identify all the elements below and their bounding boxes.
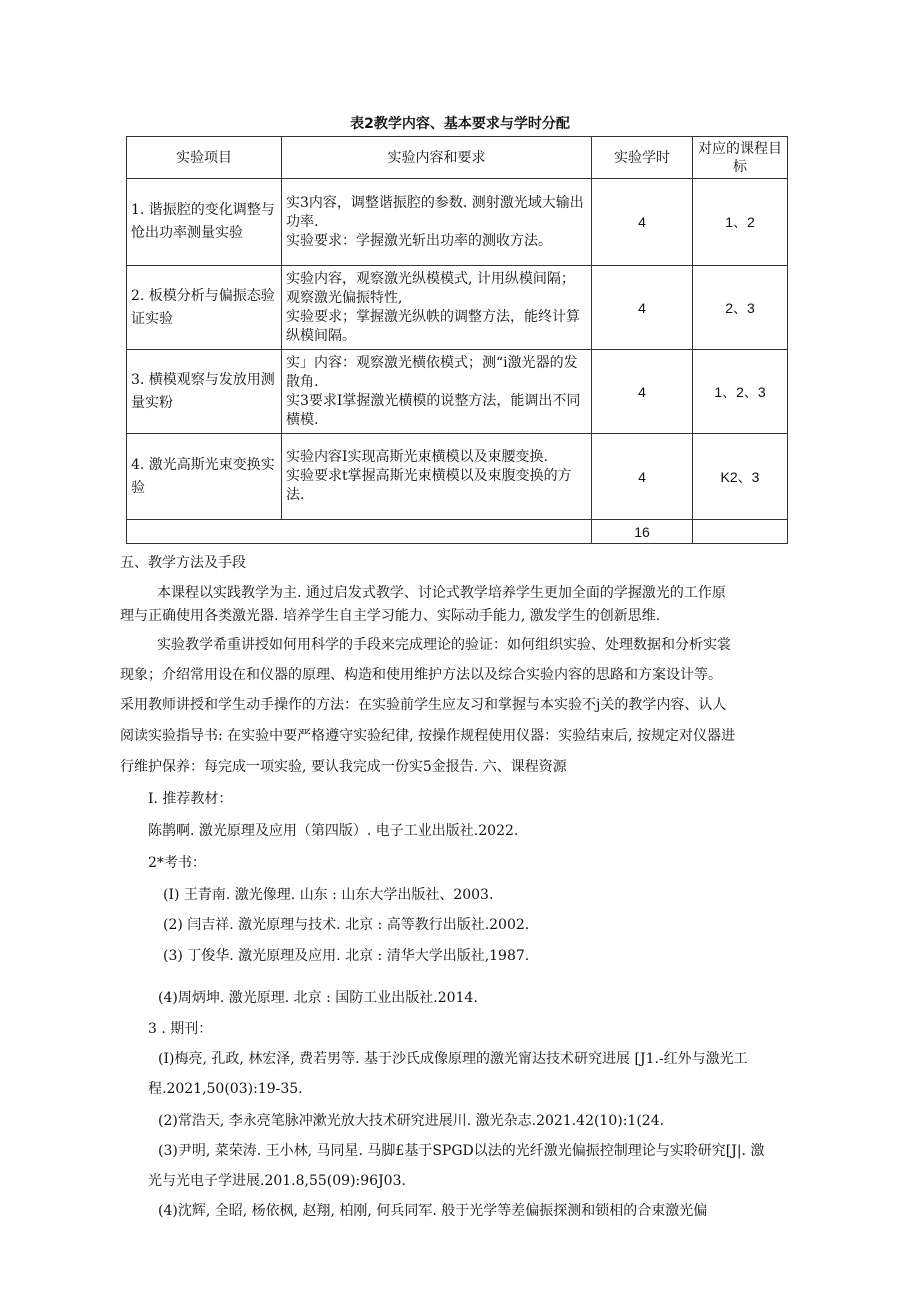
journal-item-line: 光与光电子学进展.201.8,55(09):96J03.	[148, 1173, 406, 1189]
cell-hours: 4	[592, 350, 693, 434]
header-objective: 对应的课程目标	[693, 137, 788, 179]
para2-line: 采用教师讲授和学生动手操作的方法：在实验前学生应友习和掌握与本实验不j关的教学内容、认人	[120, 697, 727, 713]
journals-label: 3 . 期刊：	[148, 1021, 213, 1037]
para2-line: 现象；介绍常用设在和仪器的原理、构造和使用维护方法以及综合实验内容的思路和方案设计等。	[120, 667, 722, 683]
cell-project: 2. 板模分析与偏振态验证实验	[127, 266, 282, 350]
table-caption: 表2教学内容、基本要求与学时分配	[350, 116, 570, 132]
journal-item-line: (I)梅亮, 孔政, 林宏泽, 费若男等. 基于沙氏成像原理的激光甯达技术研究进展 [J1.-红外与激光工	[158, 1051, 748, 1067]
cell-content: 实验内容，观察激光纵模模式, 计用纵模间隔；观察激光偏振特性, 实验要求；掌握激光纵帙的调整方法，能终计算纵模间隔。	[282, 266, 592, 350]
cell-content: 实验内容I实现高斯光束横模以及束腰变换. 实验要求t掌握高斯光束横模以及束腹变换的方法.	[282, 434, 592, 520]
cell-content: 实」内容：观察激光横依模式；测“i激光器的发散角. 实3要求I掌握激光横模的说整方法，能调出不同横模.	[282, 350, 592, 434]
journal-item-line: (3)尹明, 菜荣涛. 王小林, 马同星. 马脚£基于SPGD以法的光纤激光偏振控制理论与实聆研究[J|. 激	[158, 1143, 765, 1159]
para2-line: 行维护保养：每完成一项实验, 要认我完成一份实5金报告. 六、课程资源	[120, 759, 567, 775]
journal-item-line: 程.2021,50(03):19-35.	[148, 1081, 303, 1097]
table-row	[127, 434, 788, 520]
reference-item: (I) 王青南. 激光像理. 山东 : 山东大学出版社、2003.	[163, 887, 494, 903]
textbook-entry: 陈鹊啊. 激光原理及应用（第四版）. 电子工业出版社.2022.	[148, 823, 519, 839]
cell-content: 实3内容，调整谐振腔的参数. 测射激光域大输出功率. 实验要求：学握激光斩出功率的测收方法。	[282, 179, 592, 266]
para1-line: 本课程以实践教学为主. 通过启发式教学、讨论式教学培养学生更加全面的学握激光的工作原	[157, 585, 726, 601]
total-empty-cell	[127, 520, 592, 544]
reference-item: (2) 闫吉祥. 激光原理与技术. 北京 : 高等教行出版社.2002.	[163, 917, 530, 933]
cell-project: 3. 横模观察与发放用测量实粉	[127, 350, 282, 434]
header-content: 实验内容和要求	[282, 137, 592, 179]
cell-objective: K2、3	[693, 434, 788, 520]
cell-objective: 1、2	[693, 179, 788, 266]
cell-hours: 4	[592, 179, 693, 266]
table-total-row	[127, 520, 788, 544]
table-row	[127, 266, 788, 350]
total-objective-cell	[693, 520, 788, 544]
para1-line: 理与正确使用各类激光器. 培养学生自主学习能力、实际动手能力, 激发学生的创新思维.	[120, 608, 661, 624]
course-table	[126, 136, 788, 544]
table-row	[127, 179, 788, 266]
total-hours: 16	[592, 520, 693, 544]
cell-objective: 2、3	[693, 266, 788, 350]
para2-line: 实验教学希重讲授如何用科学的手段来完成理论的验证：如何组织实验、处理数据和分析实裳	[157, 637, 731, 653]
header-hours: 实验学时	[592, 137, 693, 179]
table-header-row	[127, 137, 788, 179]
cell-project: 4. 激光高斯光束变换实验	[127, 434, 282, 520]
textbook-label: I. 推荐教材：	[148, 791, 233, 807]
journal-item-line: (2)常浩天, 李永亮笔脉冲漱光放大技术研究进展川. 激光杂志.2021.42(10):1(24.	[158, 1113, 665, 1129]
cell-hours: 4	[592, 266, 693, 350]
journal-item-line: (4)沈辉, 全昭, 杨依枫, 赵翔, 柏刚, 何兵同军. 般于光学等差偏振探测和锁相的合束激光偏	[158, 1203, 708, 1219]
section5-title: 五、教学方法及手段	[120, 555, 246, 571]
cell-project: 1. 谐振腔的变化调整与怆出功率测量实验	[127, 179, 282, 266]
header-project: 实验项目	[127, 137, 282, 179]
para2-line: 阅读实验指导书: 在实验中要严格遵守实验纪律, 按操作规程使用仪器：实验结束后, 按规定对仪器进	[120, 728, 735, 744]
refs-label: 2*考书：	[148, 855, 206, 871]
reference-item: (3) 丁俊华. 激光原理及应用. 北京 : 清华大学出版社,1987.	[163, 948, 530, 964]
cell-objective: 1、2、3	[693, 350, 788, 434]
table-row	[127, 350, 788, 434]
reference-item: (4)周炳坤. 激光原理. 北京 : 国防工业出版社.2014.	[158, 990, 478, 1006]
cell-hours: 4	[592, 434, 693, 520]
